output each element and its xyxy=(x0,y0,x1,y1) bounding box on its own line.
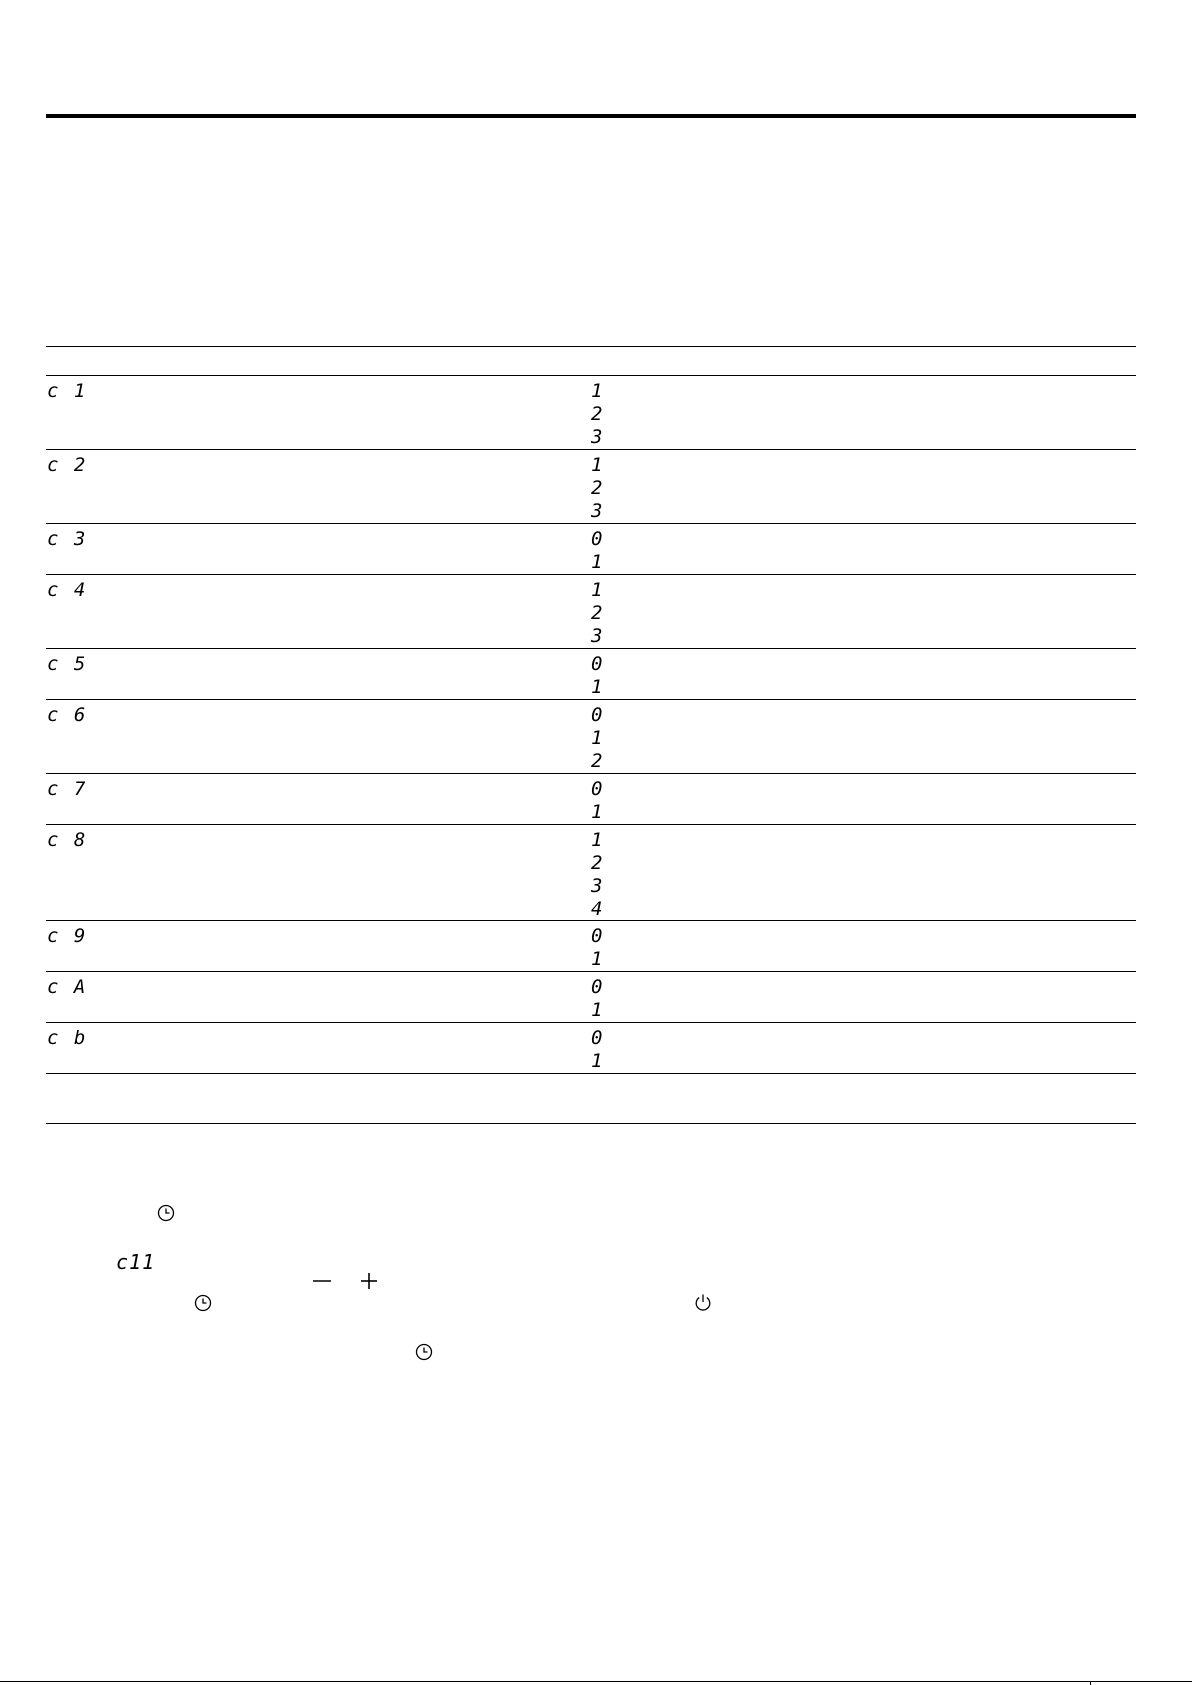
table-row-divider xyxy=(46,523,1136,524)
setting-code: c 1 xyxy=(47,380,88,402)
footer-rule xyxy=(0,1681,1192,1682)
table-row-divider xyxy=(46,824,1136,825)
setting-value: 1 xyxy=(591,380,605,402)
setting-value: 0 xyxy=(591,528,605,550)
header-rule xyxy=(46,114,1136,118)
setting-value: 1 xyxy=(591,999,605,1021)
table-bottom-rule xyxy=(46,1123,1136,1124)
setting-value: 1 xyxy=(591,579,605,601)
display-code: c11 xyxy=(116,1250,156,1274)
setting-code: c 4 xyxy=(47,579,88,601)
setting-code: c 3 xyxy=(47,528,88,550)
table-row-divider xyxy=(46,648,1136,649)
setting-value: 1 xyxy=(591,676,605,698)
setting-code: c 2 xyxy=(47,454,88,476)
table-row-divider xyxy=(46,1022,1136,1023)
setting-value: 0 xyxy=(591,925,605,947)
footer-tick xyxy=(1090,1681,1091,1685)
table-row-divider xyxy=(46,449,1136,450)
setting-value: 0 xyxy=(591,704,605,726)
setting-value: 0 xyxy=(591,653,605,675)
setting-value: 0 xyxy=(591,1027,605,1049)
setting-value: 1 xyxy=(591,948,605,970)
setting-value: 3 xyxy=(591,875,605,897)
setting-value: 1 xyxy=(591,454,605,476)
table-header-rule xyxy=(46,346,1136,347)
setting-code: c 6 xyxy=(47,704,88,726)
setting-value: 2 xyxy=(591,750,605,772)
setting-value: 1 xyxy=(591,801,605,823)
setting-value: 1 xyxy=(591,551,605,573)
table-row-divider xyxy=(46,971,1136,972)
setting-code: c 8 xyxy=(47,829,88,851)
setting-code: c 7 xyxy=(47,778,88,800)
setting-code: c 5 xyxy=(47,653,88,675)
timer-icon xyxy=(157,1204,175,1222)
setting-code: c 9 xyxy=(47,925,88,947)
setting-value: 2 xyxy=(591,403,605,425)
table-row-divider xyxy=(46,773,1136,774)
setting-value: 0 xyxy=(591,778,605,800)
setting-value: 1 xyxy=(591,1050,605,1072)
table-row-divider xyxy=(46,699,1136,700)
table-row-divider xyxy=(46,574,1136,575)
setting-value: 3 xyxy=(591,625,605,647)
setting-value: 3 xyxy=(591,426,605,448)
setting-value: 2 xyxy=(591,602,605,624)
setting-value: 4 xyxy=(591,898,605,920)
setting-value: 2 xyxy=(591,852,605,874)
setting-value: 0 xyxy=(591,976,605,998)
setting-value: 1 xyxy=(591,829,605,851)
timer-icon xyxy=(415,1343,433,1361)
table-row-divider xyxy=(46,375,1136,376)
timer-icon xyxy=(194,1294,212,1312)
setting-code: c b xyxy=(47,1027,88,1049)
table-row-divider xyxy=(46,1073,1136,1074)
setting-value: 1 xyxy=(591,727,605,749)
power-icon xyxy=(694,1293,712,1312)
minus-icon xyxy=(312,1273,332,1289)
setting-code: c A xyxy=(47,976,88,998)
setting-value: 2 xyxy=(591,477,605,499)
setting-value: 3 xyxy=(591,500,605,522)
plus-icon xyxy=(360,1272,378,1290)
